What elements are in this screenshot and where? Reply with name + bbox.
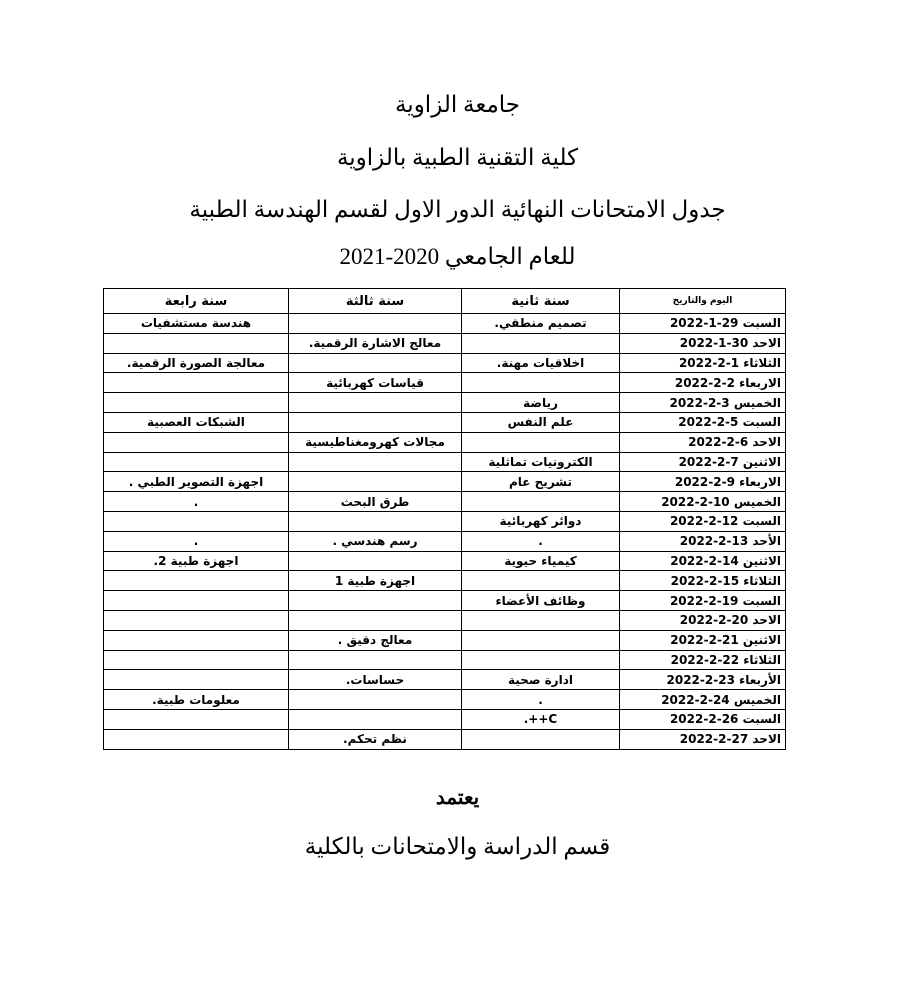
table-row xyxy=(104,531,786,551)
column-header-day-date: اليوم والتاريخ xyxy=(620,289,786,314)
day-cell: السبت 19-2-2022 xyxy=(620,591,786,611)
second-year-cell xyxy=(462,650,620,670)
second-year-cell xyxy=(462,373,620,393)
second-year-cell: كيمياء حيوية xyxy=(462,551,620,571)
approval-label: يعتمد xyxy=(435,787,480,809)
second-year-cell: . xyxy=(462,531,620,551)
schedule-title: جدول الامتحانات النهائية الدور الاول لقسم الهندسة الطبية xyxy=(189,197,726,222)
second-year-cell: . xyxy=(462,690,620,710)
table-row xyxy=(104,591,786,611)
university-name: جامعة الزاوية xyxy=(394,92,521,117)
third-year-cell: نظم تحكم. xyxy=(289,729,462,749)
fourth-year-cell: معالجة الصورة الرقمية. xyxy=(104,353,289,373)
third-year-cell: مجالات كهرومغناطيسية xyxy=(289,432,462,452)
second-year-cell xyxy=(462,729,620,749)
table-row xyxy=(104,314,786,334)
table-row xyxy=(104,690,786,710)
fourth-year-cell xyxy=(104,452,289,472)
table-row xyxy=(104,571,786,591)
table-row xyxy=(104,373,786,393)
second-year-cell xyxy=(462,333,620,353)
column-header-second-year: سنة ثانية xyxy=(462,289,620,314)
third-year-cell: اجهزة طبية 1 xyxy=(289,571,462,591)
day-cell: الاحد 20-2-2022 xyxy=(620,610,786,630)
table-row xyxy=(104,432,786,452)
fourth-year-cell: معلومات طبية. xyxy=(104,690,289,710)
day-cell: السبت 5-2-2022 xyxy=(620,412,786,432)
second-year-cell: تصميم منطقي. xyxy=(462,314,620,334)
second-year-cell: ادارة صحية xyxy=(462,670,620,690)
exam-schedule-table xyxy=(103,288,786,750)
fourth-year-cell: . xyxy=(104,492,289,512)
third-year-cell xyxy=(289,591,462,611)
day-cell: الاحد 30-1-2022 xyxy=(620,333,786,353)
day-cell: الخميس 3-2-2022 xyxy=(620,393,786,413)
third-year-cell xyxy=(289,314,462,334)
faculty-name: كلية التقنية الطبية بالزاوية xyxy=(336,145,579,170)
table-row xyxy=(104,492,786,512)
third-year-cell xyxy=(289,551,462,571)
table-row xyxy=(104,353,786,373)
day-cell: الأحد 13-2-2022 xyxy=(620,531,786,551)
day-cell: الاحد 6-2-2022 xyxy=(620,432,786,452)
third-year-cell xyxy=(289,412,462,432)
day-cell: السبت 29-1-2022 xyxy=(620,314,786,334)
second-year-cell xyxy=(462,630,620,650)
day-cell: الاربعاء 9-2-2022 xyxy=(620,472,786,492)
second-year-cell: تشريح عام xyxy=(462,472,620,492)
fourth-year-cell xyxy=(104,709,289,729)
table-row xyxy=(104,729,786,749)
day-cell: السبت 12-2-2022 xyxy=(620,511,786,531)
fourth-year-cell xyxy=(104,393,289,413)
table-row xyxy=(104,412,786,432)
fourth-year-cell xyxy=(104,373,289,393)
fourth-year-cell xyxy=(104,670,289,690)
table-row xyxy=(104,630,786,650)
third-year-cell xyxy=(289,472,462,492)
fourth-year-cell xyxy=(104,333,289,353)
fourth-year-cell: اجهزة التصوير الطبي . xyxy=(104,472,289,492)
second-year-cell: اخلاقيات مهنة. xyxy=(462,353,620,373)
third-year-cell: معالج دقيق . xyxy=(289,630,462,650)
third-year-cell xyxy=(289,610,462,630)
fourth-year-cell: اجهزة طبية 2. xyxy=(104,551,289,571)
table-row xyxy=(104,650,786,670)
table-header-row xyxy=(104,289,786,314)
day-cell: الاحد 27-2-2022 xyxy=(620,729,786,749)
third-year-cell xyxy=(289,353,462,373)
day-cell: الاثنين 7-2-2022 xyxy=(620,452,786,472)
table-row xyxy=(104,511,786,531)
third-year-cell xyxy=(289,650,462,670)
day-cell: الثلاثاء 15-2-2022 xyxy=(620,571,786,591)
second-year-cell: الكترونيات تماثلية xyxy=(462,452,620,472)
table-row xyxy=(104,709,786,729)
fourth-year-cell xyxy=(104,630,289,650)
second-year-cell xyxy=(462,432,620,452)
fourth-year-cell: هندسة مستشفيات xyxy=(104,314,289,334)
fourth-year-cell: . xyxy=(104,531,289,551)
day-cell: الأربعاء 23-2-2022 xyxy=(620,670,786,690)
day-cell: الثلاثاء 1-2-2022 xyxy=(620,353,786,373)
fourth-year-cell xyxy=(104,571,289,591)
second-year-cell xyxy=(462,492,620,512)
third-year-cell xyxy=(289,709,462,729)
fourth-year-cell: الشبكات العصبية xyxy=(104,412,289,432)
fourth-year-cell xyxy=(104,432,289,452)
day-cell: السبت 26-2-2022 xyxy=(620,709,786,729)
table-row xyxy=(104,610,786,630)
day-cell: الاربعاء 2-2-2022 xyxy=(620,373,786,393)
second-year-cell: C++. xyxy=(462,709,620,729)
table-row xyxy=(104,551,786,571)
day-cell: الخميس 24-2-2022 xyxy=(620,690,786,710)
column-header-third-year: سنة ثالثة xyxy=(289,289,462,314)
second-year-cell: وظائف الأعضاء xyxy=(462,591,620,611)
third-year-cell: طرق البحث xyxy=(289,492,462,512)
day-cell: الاثنين 21-2-2022 xyxy=(620,630,786,650)
third-year-cell xyxy=(289,452,462,472)
fourth-year-cell xyxy=(104,610,289,630)
third-year-cell: معالج الاشارة الرقمية. xyxy=(289,333,462,353)
fourth-year-cell xyxy=(104,650,289,670)
day-cell: الخميس 10-2-2022 xyxy=(620,492,786,512)
second-year-cell xyxy=(462,571,620,591)
second-year-cell: رياضة xyxy=(462,393,620,413)
day-cell: الثلاثاء 22-2-2022 xyxy=(620,650,786,670)
table-row xyxy=(104,670,786,690)
table-row xyxy=(104,333,786,353)
table-row xyxy=(104,472,786,492)
third-year-cell xyxy=(289,511,462,531)
fourth-year-cell xyxy=(104,591,289,611)
fourth-year-cell xyxy=(104,729,289,749)
table-row xyxy=(104,393,786,413)
approving-department: قسم الدراسة والامتحانات بالكلية xyxy=(304,834,611,859)
fourth-year-cell xyxy=(104,511,289,531)
second-year-cell: دوائر كهربائية xyxy=(462,511,620,531)
day-cell: الاثنين 14-2-2022 xyxy=(620,551,786,571)
table-row xyxy=(104,452,786,472)
academic-year: للعام الجامعي 2020-2021 xyxy=(339,244,576,269)
second-year-cell: علم النفس xyxy=(462,412,620,432)
column-header-fourth-year: سنة رابعة xyxy=(104,289,289,314)
third-year-cell: حساسات. xyxy=(289,670,462,690)
third-year-cell: رسم هندسي . xyxy=(289,531,462,551)
second-year-cell xyxy=(462,610,620,630)
third-year-cell xyxy=(289,690,462,710)
third-year-cell: قياسات كهربائية xyxy=(289,373,462,393)
third-year-cell xyxy=(289,393,462,413)
